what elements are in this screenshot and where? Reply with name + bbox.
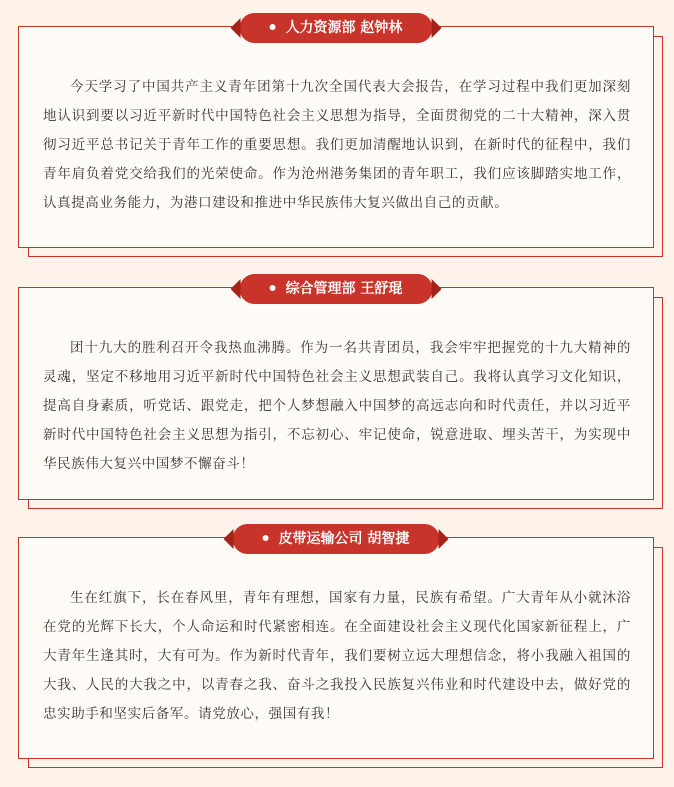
section-heading: 皮带运输公司 胡智捷 [278,531,410,547]
section-card [18,20,654,248]
section-heading: 综合管理部 王舒琨 [285,281,403,297]
section-heading-badge [233,524,440,554]
bullet-dot-icon [270,285,276,291]
section-card [18,531,654,759]
section-heading: 人力资源部 赵钟林 [285,20,403,36]
bullet-dot-icon [263,535,269,541]
section-body-text: 团十九大的胜利召开令我热血沸腾。作为一名共青团员，我会牢牢把握党的十九大精神的灵魂，坚定不移地用习近平新时代中国特色社会主义思想武装自己。我将认真学习文化知识，提高自身素质，听党话、跟党走，把个人梦想融入中国梦的高远志向和时代责任，并以习近平新时代中国特色社会主义思想为指引，不忘初心、牢记使命，锐意进取、埋头苦干，为实现中华民族伟大复兴中国梦不懈奋斗！ [43,340,631,472]
section-heading-badge [240,274,433,304]
section-heading-badge [240,13,433,43]
bullet-dot-icon [270,24,276,30]
section-card [18,281,654,500]
section-body-text: 今天学习了中国共产主义青年团第十九次全国代表大会报告，在学习过程中我们更加深刻地认识到要以习近平新时代中国特色社会主义思想为指导，全面贯彻党的二十大精神，深入贯彻习近平总书记关于青年工作的重要思想。我们更加清醒地认识到，在新时代的征程中，我们青年肩负着党交给我们的光荣使命。作为沧州港务集团的青年职工，我们应该脚踏实地工作，认真提高业务能力，为港口建设和推进中华民族伟大复兴做出自己的贡献。 [43,79,631,211]
section-body-text: 生在红旗下，长在春风里，青年有理想，国家有力量，民族有希望。广大青年从小就沐浴在党的光辉下长大，个人命运和时代紧密相连。在全面建设社会主义现代化国家新征程上，广大青年生逢其时，大有可为。作为新时代青年，我们要树立远大理想信念，将小我融入祖国的大我、人民的大我之中，以青春之我、奋斗之我投入民族复兴伟业和时代建设中去，做好党的忠实助手和坚实后备军。请党放心，强国有我！ [43,590,631,722]
